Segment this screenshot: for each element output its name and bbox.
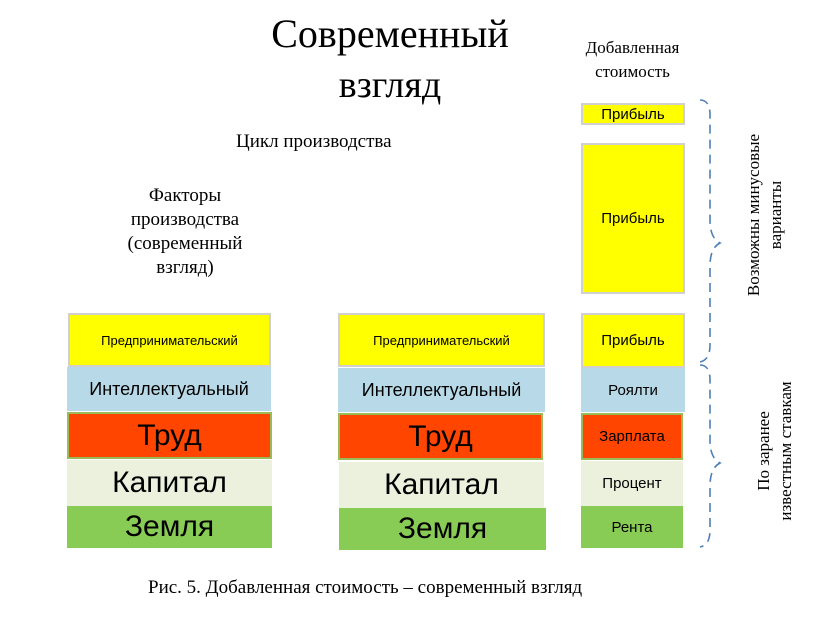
col1-land-label: Земля — [124, 510, 215, 543]
added-value-header-line-2: стоимость — [595, 62, 670, 81]
col2-labor-label: Труд — [408, 419, 473, 453]
col1-land-block — [67, 506, 272, 548]
col3-rent-block — [581, 506, 683, 548]
col2-labor-block — [338, 413, 543, 460]
col3-interest-block — [581, 461, 683, 506]
col3-profit-small-block — [581, 103, 685, 125]
upper-bracket-label-line-1: Возможны минусовые — [744, 133, 763, 297]
col1-intellectual-label: Интеллектуальный — [89, 378, 249, 399]
col1-capital-label: Капитал — [112, 466, 227, 499]
col1-entrepreneurial-label: Предпринимательский — [101, 332, 238, 348]
col1-labor-block — [67, 412, 272, 459]
upper-bracket-label-line-2: варианты — [766, 180, 785, 250]
col2-land-label: Земля — [397, 512, 488, 545]
lower-curly-bracket — [700, 365, 720, 547]
figure-caption: Рис. 5. Добавленная стоимость – современный взгляд — [148, 577, 583, 598]
col3-interest-label: Процент — [602, 475, 662, 492]
title-line-2: взгляд — [338, 64, 442, 106]
col2-land-block — [339, 508, 546, 550]
col2-capital-label: Капитал — [384, 468, 499, 501]
added-value-header-line-1: Добавленная — [585, 38, 680, 57]
lower-bracket-label-line-2: известным ставкам — [776, 381, 795, 521]
upper-curly-bracket — [700, 100, 720, 362]
lower-bracket-label-line-1: По заранее — [754, 411, 773, 491]
col3-salary-block — [581, 413, 683, 460]
col1-labor-label: Труд — [137, 418, 202, 452]
col3-salary-label: Зарплата — [599, 428, 665, 445]
col2-entrepreneurial-block — [338, 313, 545, 367]
col3-profit-small-label: Прибыль — [601, 105, 665, 123]
col2-entrepreneurial-label: Предпринимательский — [373, 332, 510, 348]
factors-label — [95, 184, 275, 280]
col3-royalty-block — [581, 368, 685, 412]
upper-bracket-label — [743, 115, 793, 315]
factors-label-line-1: Факторы — [148, 185, 222, 206]
col3-rent-label: Рента — [611, 518, 653, 536]
factors-label-line-2: производства — [130, 209, 240, 230]
title-line-1: Современный — [271, 11, 509, 56]
col3-profit-large-label: Прибыль — [601, 210, 665, 227]
cycle-label: Цикл производства — [236, 131, 392, 152]
col1-capital-block — [67, 460, 272, 506]
curly-brackets — [690, 95, 735, 555]
col2-capital-block — [339, 462, 544, 508]
factors-label-line-3: (современный — [127, 233, 243, 254]
col3-profit-label: Прибыль — [601, 332, 665, 349]
lower-bracket-label — [753, 376, 803, 526]
factors-label-line-4: взгляд) — [156, 257, 214, 278]
col2-intellectual-block — [338, 368, 545, 412]
added-value-header — [560, 36, 705, 84]
col3-profit-large-block — [581, 143, 685, 294]
col1-intellectual-block — [67, 367, 271, 411]
col2-intellectual-label: Интеллектуальный — [361, 379, 522, 400]
col1-entrepreneurial-block — [68, 313, 271, 367]
col3-royalty-label: Роялти — [608, 381, 658, 399]
col3-profit-block — [581, 313, 685, 368]
